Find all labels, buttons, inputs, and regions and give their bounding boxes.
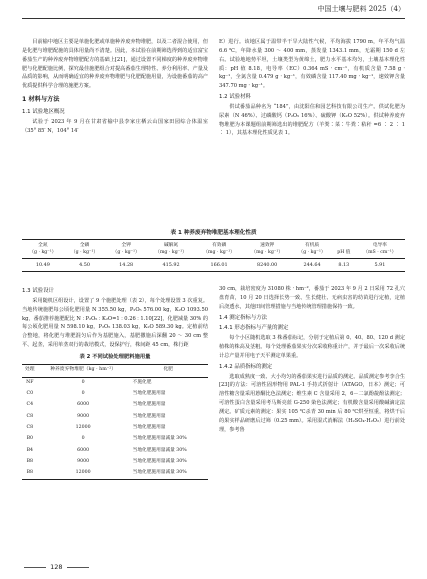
table-2-grid [22,364,208,481]
table-2-row [22,377,208,389]
header-rule [22,18,405,19]
table-2-cell: 0 [81,379,85,385]
table-1-header-cell: 全钾 （g · kg⁻¹） [105,240,147,259]
table-2-row [22,411,208,422]
table-2-cell: 当地化肥施用量 [132,402,166,408]
table-1-header-cell: 电导率 （mS · cm⁻¹） [355,240,405,259]
table-2-cell: 6000 [77,402,90,408]
table-2-cell: 12000 [75,425,91,430]
section-1-1-paragraph: 试验于 2023 年 9 月在甘肃省榆中县李家庄栖云山国家田园综合体温室（35° 85′ N，104° 14′ [22,118,208,134]
table-1-header-cell: 全氮 （g · kg⁻¹） [22,240,64,259]
running-header [22,4,405,18]
table-2-cell: NF [26,379,34,385]
table-1-cell: 5.91 [374,262,386,268]
table-1-grid [22,239,405,272]
site-description-paragraph: E）进行。该地区属于温带半干旱大陆性气候，平均海拔 1790 m，年平均气温 6.6 ℃，年降水量 300 ～ 400 mm，蒸发量 1343.1 mm，无霜期 150 d 左右。试验地地势平坦，土壤类型为黄绵土，肥力水平基本均匀，土壤基本理化性质：pH 值 8.18，电导率（EC）0.364 mS · cm⁻¹，有机质含量 7.58 g · kg⁻¹，全氮含量 0.479 g · kg⁻¹，有效磷含量 117.40 mg · kg⁻¹，速效钾含量 347.70 mg · kg⁻¹。 [219,39,405,90]
section-1-4-1-paragraph: 每个小区随机选取 3 株番茄标记，分别于定植后第 0、40、80、120 d 测定植株的株高及茎粗。每个处理番茄果实分次采收称重计产，并于最后一次采收后统计总产量并用电子天平测定单果重。 [219,335,405,359]
planting-paragraph: 30 cm，栽培密度为 31080 株 · hm⁻²，番茄于 2023 年 9 月 2 日采用 72 孔穴盘育苗，10 月 20 日选择长势一致、生长健壮、无病虫害的幼苗进行定植，定植后浇透水，其他田间管理措施与当地传统管理措施保持一致。 [219,286,405,310]
table-2-header-cell: 种养废弃物堆肥（kg · hm⁻²） [38,364,129,377]
table-1-cell: 10.49 [35,262,50,268]
section-1-3-heading: 1.3 试验设计 [22,288,54,294]
table-1-cell: 4.50 [79,262,90,268]
section-1-4-1-heading: 1.4.1 形态指标与产量的测定 [219,325,289,332]
table-2-cell: B8 [26,458,33,464]
table-2-cell: 当地化肥施用量减量 30% [132,447,187,453]
table-2-row [22,445,208,456]
table-2-cell: C8 [26,425,34,430]
table-2-cell: 当地化肥施用量 [132,425,166,430]
table-1-header-cell: 全磷 （g · kg⁻¹） [64,240,106,259]
table-2-row [22,457,208,468]
table-2-cell: 9000 [77,458,90,464]
table-2-cell: 当地化肥施用量减量 30% [132,470,187,476]
table-2-row [22,423,208,434]
table-1-cell: 8.13 [338,262,350,268]
table-2-row [22,468,208,480]
table-1-data-row [22,259,405,272]
journal-title: 中国土壤与肥料 2025（4） [317,5,405,13]
table-1-cell: 166.01 [210,262,228,268]
table-2-cell: C8 [26,413,34,419]
table-1-header-cell: 有效磷 （mg · kg⁻¹） [195,240,243,259]
footer-dash-left [24,567,46,568]
table-2-cell: 6000 [77,447,90,453]
section-1-4-2-paragraph: 选取成熟度一致、大小均匀的番茄果实进行品质的测定。品质测定参考李合生[23]的方法：可溶性固形物用 PAL-1 手持式折射计（ATAGO，日本）测定；可溶性糖含量采用蒽酮比色法测定；维生素 C 含量采用 2，6－二氯酚靛酚法测定；可溶性蛋白含量采用考马斯亮蓝 G-250 染色法测定；有机酸含量采用酸碱滴定法测定。矿质元素的测定：果实 105 ℃杀青 30 min 后 80 ℃烘至恒重，将烘干后的果实样品研磨后过筛（0.25 mm）。采用湿式消解法（H₂SO₄-H₂O₂）进行前处理，参考鲁 [219,373,405,433]
right-column-top [219,38,405,138]
table-2-cell: 不施化肥 [132,379,152,385]
table-2-cell: B0 [26,436,33,442]
section-1-4-2-heading: 1.4.2 品质指标的测定 [219,363,273,370]
table-2-cell: C4 [26,402,34,408]
section-1-4-heading: 1.4 测定指标与方法 [219,314,268,321]
section-1-3-paragraph: 采用随机区组设计，设置了 9 个施肥处理（表 2），每个处理设置 3 次重复。当地传统施肥每公顷化肥用量 N 355.50 kg，P₂O₅ 576.00 kg，K₂O 1093.50 kg，番茄推荐施肥配比 N ∶ P₂O₅ ∶ K₂O=1 ∶ 0.26 ∶ 1.10[22]，化肥减量 30% 的每公顷化肥用量 N 598.10 kg，P₂O₅ 138.03 kg，K₂O 589.30 kg。定植前结合整地，将化肥与堆肥混匀后作为基肥施入，基肥撒施后深翻 20 ～ 30 cm 整平、起垄，采用单垄双行的栽培模式，设保护行，株间距 45 cm，株行距 [22,297,208,349]
table-2-cell: 当地化肥施用量减量 30% [132,458,187,464]
section-1-2-paragraph: 供试番茄品种名为 “184”，由沈阳住和园艺科技有限公司生产。供试化肥为尿素（N 46%）、过磷酸钙（P₂O₅ 16%）、硫酸钾（K₂O 52%）。供试种养废弃物堆肥为本课题组前期筛选出的堆肥配方（羊粪∶菜∶牛粪∶秸秆 =6 ∶ 2 ∶ 1 ∶ 1），其基本理化性质见表 1。 [219,103,405,137]
table-1-header-cell: 有机质 （g · kg⁻¹） [291,240,333,259]
table-1 [22,228,405,272]
section-1-1-heading: 1.1 试验地区概况 [22,108,65,115]
table-2-cell: 0 [81,391,85,397]
page-number: 128 [50,563,63,571]
table-2 [22,353,208,480]
table-2-cell: 12000 [75,470,91,476]
table-2-cell: C0 [26,391,34,397]
section-1-heading: 1 材料与方法 [22,96,60,104]
table-2-cell: 9000 [77,413,90,419]
table-2-cell: B4 [26,447,33,453]
section-1-2-heading: 1.2 试验材料 [219,94,251,101]
table-2-row [22,389,208,400]
table-2-header-cell: 处理 [22,364,38,377]
left-column [22,38,208,135]
page-footer [22,563,91,571]
table-2-cell: 0 [81,436,85,442]
table-2-row [22,434,208,445]
table-2-cell: B8 [26,470,33,476]
table-2-header-cell: 化肥 [129,364,208,377]
table-2-cell: 当地化肥施用量 [132,413,166,419]
table-2-cell: 当地化肥施用量 [132,391,166,397]
right-column-bottom [219,285,405,435]
table-2-cell: 当地化肥施用量减量 30% [132,436,187,442]
left-column-bottom [22,285,208,480]
footer-dash-right [67,567,89,568]
table-2-row [22,400,208,411]
table-1-caption: 表 1 种养废弃物堆肥基本理化性质 [170,230,257,236]
intro-paragraph: 目前榆中地区主要是单施化肥或单施种养废弃物堆肥，以及二者混合使用，但是化肥与堆肥配施的具体用量尚不清楚。因此，本试验在前期筛选得到的适宜富宝番茄生产的种养废弃物堆肥配方的基础上[21]，通过设置不同梯度的种养废弃物堆肥与化肥配施比例，探究最佳施肥组合对提高番茄生理特性、养分利用率、产量及品质的影响，从而明确适宜的种养废弃物堆肥与化肥配施用量，为设施番茄的高产优质提供科学合理的施肥方案。 [22,39,208,90]
table-1-cell: 14.28 [119,262,134,268]
table-2-caption: 表 2 不同试验处理肥料施用量 [79,353,151,360]
table-1-header-cell: pH 值 [333,240,355,259]
table-1-header-cell: 碱解氮 （mg · kg⁻¹） [147,240,195,259]
table-1-header-cell: 速效钾 （mg · kg⁻¹） [243,240,291,259]
table-1-cell: 415.92 [162,262,180,268]
table-1-cell: 244.64 [303,262,321,268]
table-1-cell: 8240.00 [257,262,278,268]
